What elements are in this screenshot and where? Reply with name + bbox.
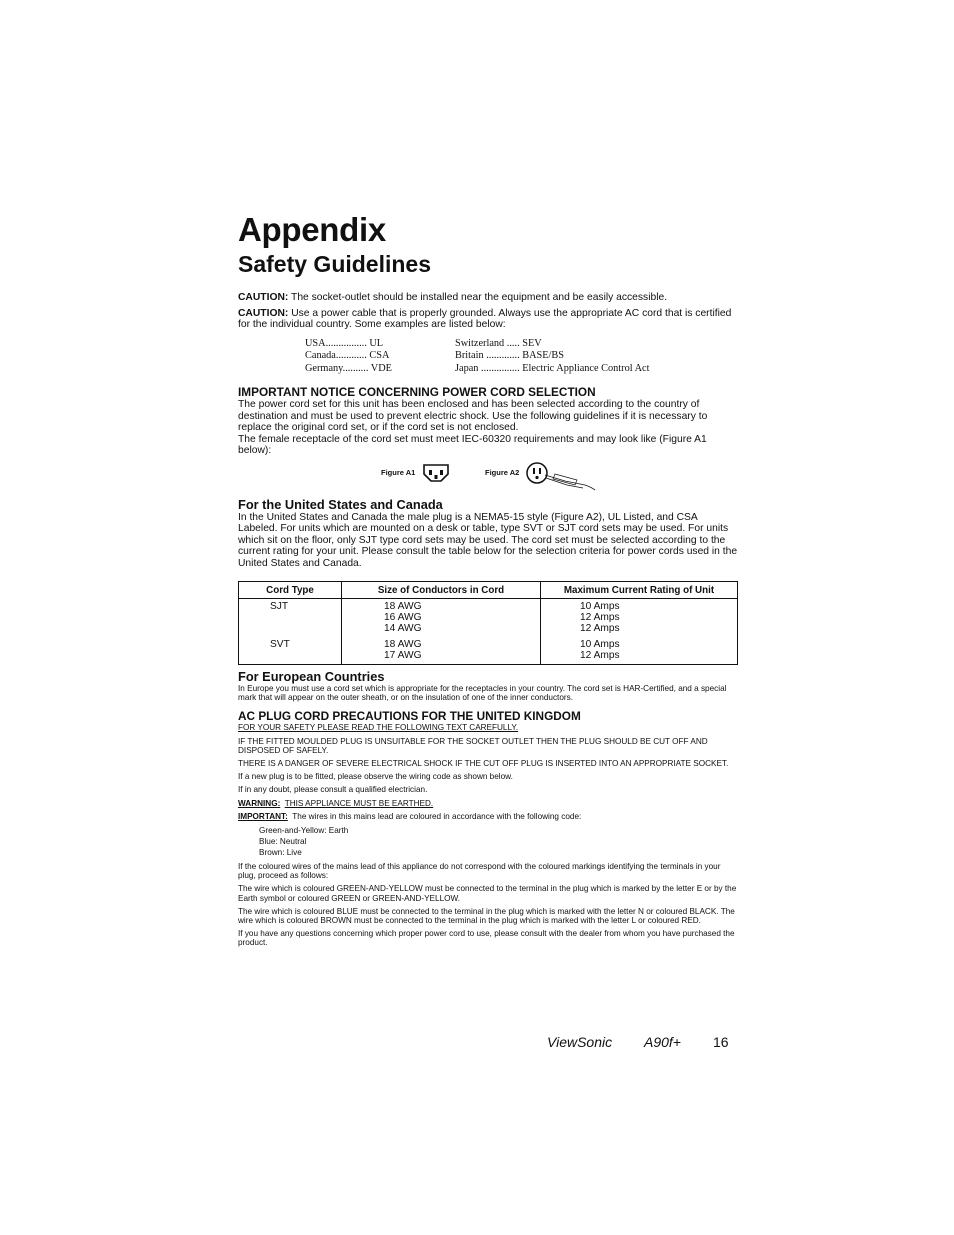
uk-warning: [238, 799, 738, 808]
list-item: Green-and-Yellow: Earth: [259, 826, 349, 836]
uk-paragraph: If the coloured wires of the mains lead of this appliance do not correspond with the coloured markings identifying the terminals in your plug, proceed as follows:: [238, 862, 721, 881]
table-header: Cord Type: [239, 582, 342, 599]
table-cell: SJT: [239, 599, 342, 638]
caution-label: CAUTION:: [238, 292, 289, 303]
page-title: Appendix: [238, 211, 386, 248]
certification-table: [305, 338, 649, 376]
figures-row: [238, 461, 738, 493]
table-cell: 10 Amps 12 Amps 12 Amps: [541, 599, 738, 638]
caution-2: [238, 308, 738, 331]
cert-right-3: Japan ............... Electric Appliance Control Act: [455, 362, 650, 374]
caution-1: [238, 292, 738, 304]
uk-paragraph: If a new plug is to be fitted, please observe the wiring code as shown below.: [238, 772, 513, 782]
uk-heading: AC PLUG CORD PRECAUTIONS FOR THE UNITED KINGDOM: [238, 709, 581, 724]
nema-plug-icon: [525, 461, 597, 491]
uk-paragraph: THERE IS A DANGER OF SEVERE ELECTRICAL SHOCK IF THE CUT OFF PLUG IS INSERTED INTO AN APPROPRIATE SOCKET.: [238, 759, 729, 769]
footer-model: A90f+: [644, 1034, 681, 1050]
us-canada-text: In the United States and Canada the male plug is a NEMA5-15 style (Figure A2), UL Listed, and CSA Labeled. For units which are mounted on a desk or table, type SVT or SJT cord sets may be used. For units which sit on the floor, only SJT type cord sets may be used. The cord set must be selected according to the current rating for your unit. Please consult the table below for the selection criteria for power cords used in the United States and Canada.: [238, 511, 738, 569]
table-cell: SVT: [239, 637, 342, 665]
figure-a2-label: Figure A2: [485, 467, 520, 477]
caution-text: The socket-outlet should be installed near the equipment and be easily accessible.: [291, 292, 668, 303]
cert-right-2: Britain ............. BASE/BS: [455, 350, 565, 361]
list-item: Blue: Neutral: [259, 837, 307, 847]
us-canada-heading: For the United States and Canada: [238, 496, 443, 512]
wire-code-list: [259, 825, 738, 858]
cert-left-2: Canada............ CSA: [305, 350, 390, 361]
european-heading: For European Countries: [238, 669, 385, 684]
uk-paragraph: The wire which is coloured GREEN-AND-YELLOW must be connected to the terminal in the plug which is marked by the letter E or by the Earth symbol or coloured GREEN or GREEN-AND-YELLOW.: [238, 884, 737, 903]
table-row: [239, 637, 738, 665]
important-label: IMPORTANT:: [238, 811, 288, 821]
table-cell: 10 Amps 12 Amps: [541, 637, 738, 665]
female-receptacle-icon: [422, 463, 450, 483]
warning-label: WARNING:: [238, 798, 281, 808]
uk-paragraph: The wire which is coloured BLUE must be connected to the terminal in the plug which is marked with the letter N or coloured BLACK. The wire which is coloured BROWN must be connected to the terminal in the plug which is marked with the letter L or coloured RED.: [238, 906, 735, 926]
uk-paragraph: If you have any questions concerning which proper power cord to use, please consult with the dealer from whom you have purchased the product.: [238, 929, 735, 948]
european-text: In Europe you must use a cord set which is appropriate for the receptacles in your country. The cord set is HAR-Certified, and a special mark that will appear on the outer sheath, or on the insulation of one of the inner conductors.: [238, 684, 727, 703]
uk-safety-line: FOR YOUR SAFETY PLEASE READ THE FOLLOWING TEXT CAREFULLY.: [238, 723, 519, 733]
table-cell: 18 AWG 17 AWG: [342, 637, 541, 665]
cert-left-3: Germany.......... VDE: [305, 362, 392, 374]
certification-list: [305, 338, 738, 376]
table-row: [239, 599, 738, 638]
footer-page-number: 16: [713, 1034, 729, 1050]
uk-paragraph: If in any doubt, please consult a qualified electrician.: [238, 785, 428, 795]
notice-paragraph-2: The female receptacle of the cord set must meet IEC-60320 requirements and may look like (Figure A1 below):: [238, 433, 707, 456]
uk-important: [238, 812, 738, 821]
list-item: Brown: Live: [259, 848, 302, 858]
notice-paragraph-1: The power cord set for this unit has been enclosed and has been selected according to the country of destination and must be used to prevent electric shock. Use the following guidelines if it is necessary to replace the original cord set, or if the cord set is not enclosed.: [238, 399, 708, 433]
page-subtitle: Safety Guidelines: [238, 251, 432, 277]
cert-left-1: USA................ UL: [305, 337, 384, 349]
table-header: Maximum Current Rating of Unit: [541, 582, 738, 599]
cord-selection-table: [238, 581, 738, 665]
footer-brand: ViewSonic: [547, 1034, 613, 1050]
caution-text: Use a power cable that is properly grounded. Always use the appropriate AC cord that is certified for the individual country. Some examples are listed below:: [238, 307, 732, 330]
important-text: The wires in this mains lead are coloured in accordance with the following code:: [292, 811, 582, 821]
table-cell: 18 AWG 16 AWG 14 AWG: [342, 599, 541, 638]
page-content: [238, 210, 738, 948]
table-header-row: [239, 582, 738, 599]
uk-paragraph: IF THE FITTED MOULDED PLUG IS UNSUITABLE FOR THE SOCKET OUTLET THEN THE PLUG SHOULD BE CUT OFF AND DISPOSED OF SAFELY.: [238, 736, 708, 755]
table-header: Size of Conductors in Cord: [342, 582, 541, 599]
caution-label: CAUTION:: [238, 307, 289, 319]
warning-text: THIS APPLIANCE MUST BE EARTHED.: [284, 798, 434, 808]
notice-heading: IMPORTANT NOTICE CONCERNING POWER CORD SELECTION: [238, 385, 596, 399]
cert-right-1: Switzerland ..... SEV: [455, 337, 542, 349]
figure-a1-label: Figure A1: [381, 467, 416, 477]
